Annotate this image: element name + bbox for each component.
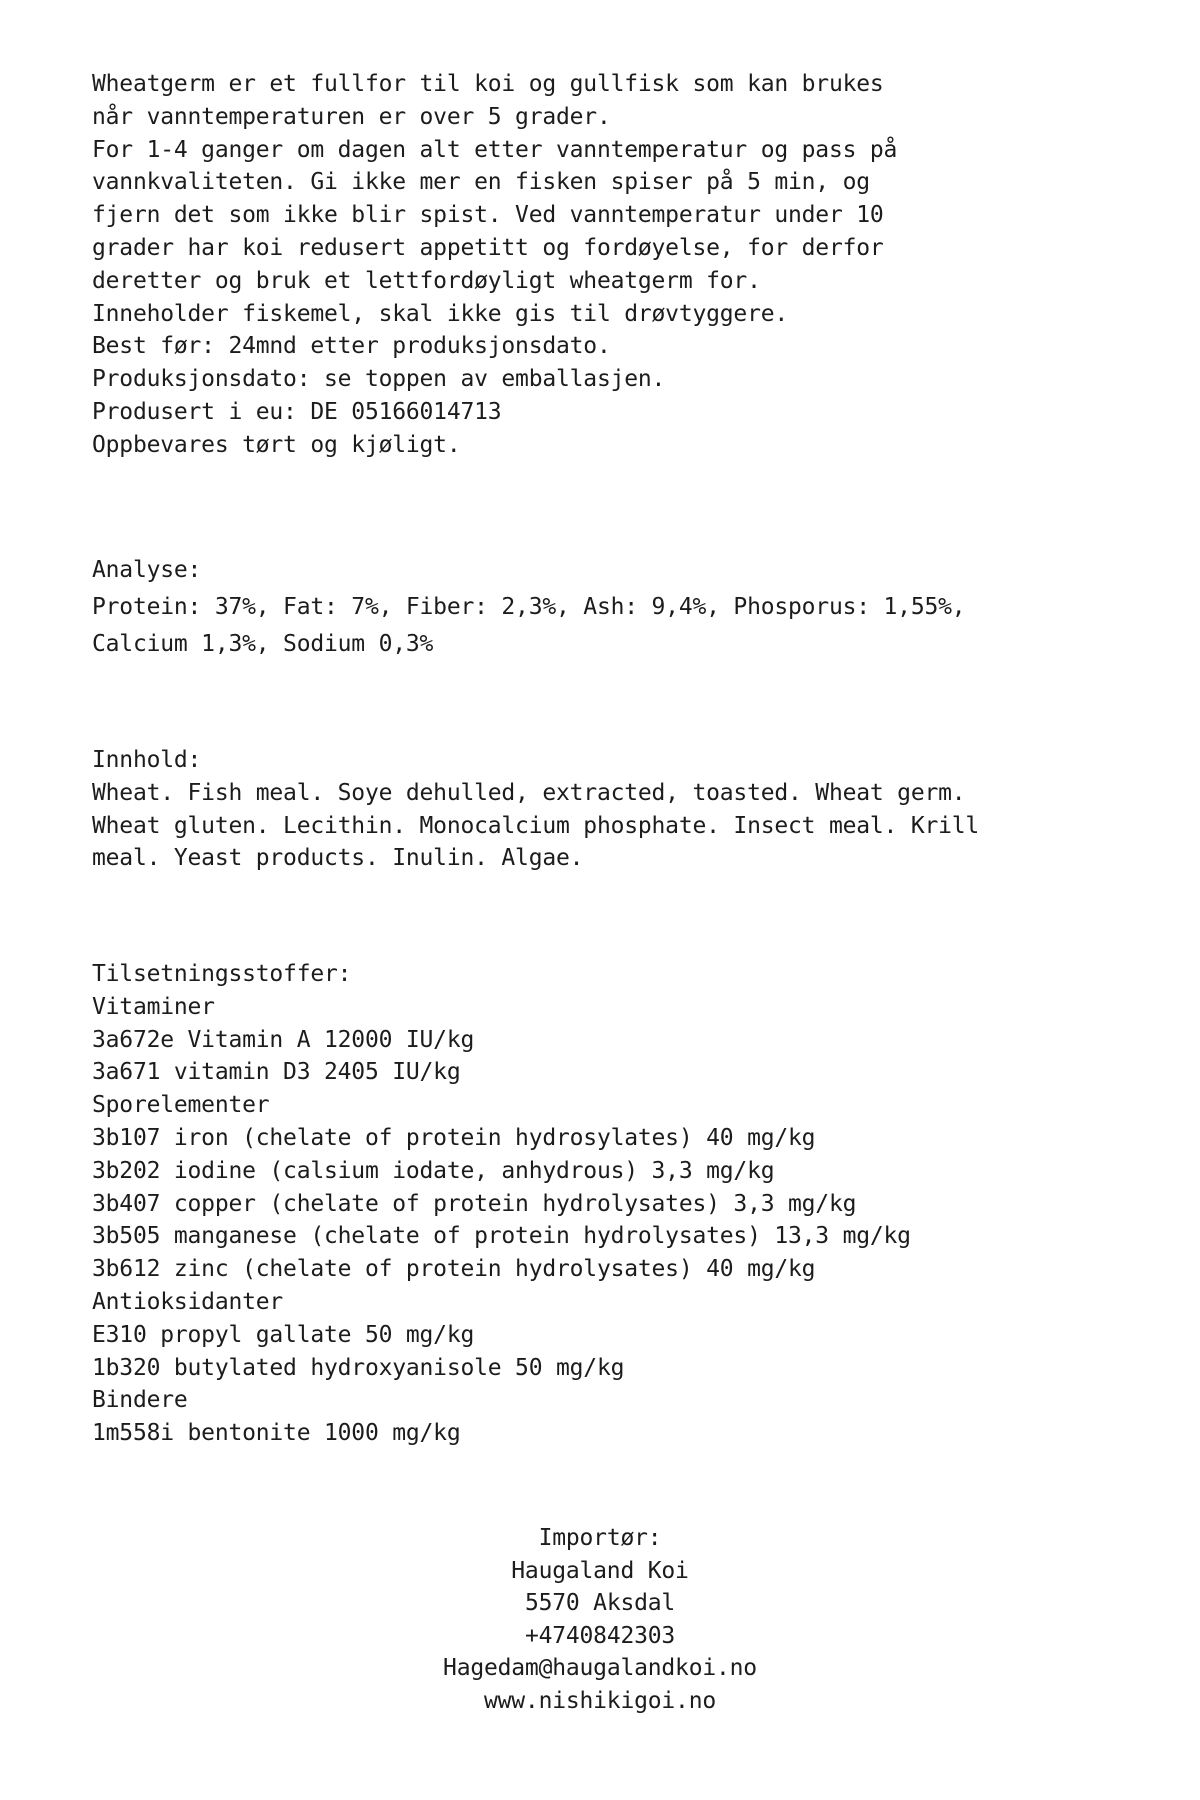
- storage-line: Oppbevares tørt og kjøligt.: [92, 431, 461, 458]
- additive-line: 3a671 vitamin D3 2405 IU/kg: [92, 1059, 461, 1086]
- additive-line: 1b320 butylated hydroxyanisole 50 mg/kg: [92, 1354, 625, 1381]
- intro-line: Wheatgerm er et fullfor til koi og gullfisk som kan brukes: [92, 71, 884, 97]
- additive-line: 3b505 manganese (chelate of protein hydrolysates) 13,3 mg/kg: [92, 1223, 911, 1250]
- additive-group-heading: Bindere: [92, 1387, 188, 1414]
- analysis-line: Protein: 37%, Fat: 7%, Fiber: 2,3%, Ash: 9,4%, Phosporus: 1,55%,: [92, 594, 966, 620]
- additive-line: E310 propyl gallate 50 mg/kg: [92, 1321, 475, 1348]
- additive-line: 3a672e Vitamin A 12000 IU/kg: [92, 1026, 475, 1053]
- intro-line: grader har koi redusert appetitt og fordøyelse, for derfor: [92, 234, 884, 261]
- analysis-heading: Analyse:: [92, 557, 202, 583]
- importer-email: Hagedam@haugalandkoi.no: [443, 1655, 757, 1682]
- additive-group-heading: Antioksidanter: [92, 1288, 284, 1315]
- additive-line: 3b407 copper (chelate of protein hydrolysates) 3,3 mg/kg: [92, 1190, 857, 1217]
- importer-address: 5570 Aksdal: [524, 1590, 676, 1617]
- importer-heading: Importør:: [538, 1525, 662, 1551]
- produced-in-line: Produsert i eu: DE 05166014713: [92, 398, 502, 425]
- contents-heading: Innhold:: [92, 747, 202, 773]
- additive-group-heading: Vitaminer: [92, 993, 215, 1020]
- contents-line: Wheat. Fish meal. Soye dehulled, extracted, toasted. Wheat germ.: [92, 779, 966, 806]
- intro-line: Inneholder fiskemel, skal ikke gis til drøvtyggere.: [92, 300, 789, 327]
- intro-section: [92, 68, 1152, 462]
- production-date-line: Produksjonsdato: se toppen av emballasjen.: [92, 366, 666, 393]
- intro-line: når vanntemperaturen er over 5 grader.: [92, 103, 611, 130]
- intro-line: deretter og bruk et lettfordøyligt wheatgerm for.: [92, 267, 761, 294]
- importer-section: [0, 1522, 1200, 1718]
- contents-line: Wheat gluten. Lecithin. Monocalcium phosphate. Insect meal. Krill: [92, 812, 980, 839]
- additive-line: 3b107 iron (chelate of protein hydrosylates) 40 mg/kg: [92, 1124, 816, 1151]
- additive-line: 3b202 iodine (calsium iodate, anhydrous) 3,3 mg/kg: [92, 1157, 775, 1184]
- additive-line: 3b612 zinc (chelate of protein hydrolysates) 40 mg/kg: [92, 1256, 816, 1283]
- best-before-line: Best før: 24mnd etter produksjonsdato.: [92, 333, 611, 360]
- contents-line: meal. Yeast products. Inulin. Algae.: [92, 845, 584, 872]
- contents-section: [92, 744, 1152, 875]
- analysis-line: Calcium 1,3%, Sodium 0,3%: [92, 631, 434, 657]
- additives-heading: Tilsetningsstoffer:: [92, 961, 352, 987]
- importer-website: www.nishikigoi.no: [483, 1687, 716, 1714]
- additive-line: 1m558i bentonite 1000 mg/kg: [92, 1420, 461, 1447]
- intro-line: vannkvaliteten. Gi ikke mer en fisken spiser på 5 min, og: [92, 169, 870, 196]
- intro-line: fjern det som ikke blir spist. Ved vanntemperatur under 10: [92, 202, 884, 229]
- importer-phone: +4740842303: [524, 1622, 676, 1649]
- additive-group-heading: Sporelementer: [92, 1092, 270, 1119]
- importer-name: Haugaland Koi: [511, 1557, 689, 1584]
- intro-line: For 1-4 ganger om dagen alt etter vanntemperatur og pass på: [92, 136, 898, 163]
- additives-section: [92, 958, 1152, 1450]
- analysis-section: [92, 552, 1152, 663]
